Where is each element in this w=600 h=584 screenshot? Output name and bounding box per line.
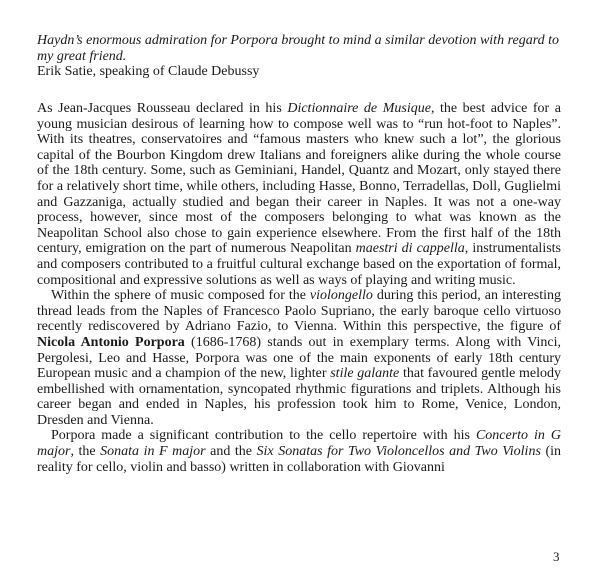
italic-term: maestri di cappella [355,241,465,257]
text-span: , instrumentalists and composers contributed to a fruitful cultural exchange based on the exportation of formal, compositional and expressive solutions as well as ways of playing and writing music. [37,241,561,288]
work-title: Concerto in G major [37,428,561,460]
epigraph-quote: Haydn’s enormous admiration for Porpora brought to mind a similar devotion with regard to my great friend. [37,33,560,64]
epigraph [37,33,577,80]
text-span: and the [205,444,257,460]
book-title: Dictionnaire de Musique [287,101,431,116]
text-span: (1686-1768) stands out in exemplary terms. Along with Vinci, Pergolesi, Leo and Hasse, Porpora was one of the main exponents of early 18th century European music and a champion of the new, lighter [37,334,561,382]
italic-term: violongello [309,288,373,304]
text-span: (in reality for cello, violin and basso) written in collaboration with Giovanni [37,444,562,475]
paragraph-1 [37,101,561,288]
text-span: during this period, an interesting thread leads from the Naples of Francesco Paolo Supriano, the early baroque cello virtuoso recently rediscovered by Adriano Fazio, to Vienna. Within this perspective, the figure of [37,288,562,335]
text-span: , the [70,444,101,460]
composer-name: Nicola Antonio Porpora [37,334,185,350]
text-span: Within the sphere of music composed for the [51,288,310,304]
text-span: that favoured gentle melody embellished with ornamentation, syncopated rhythmic figurations and triplets. Although his career began and ended in Naples, his profession took him to Rome, Venice, London, Dresden and Vienna. [37,366,562,428]
italic-term: stile galante [330,366,400,382]
body-text [37,101,561,475]
text-span: Porpora made a significant contribution to the cello repertoire with his [51,428,476,444]
paragraph-3 [37,428,561,475]
work-title: Six Sonatas for Two Violoncellos and Two Violins [256,444,541,460]
text-span: As Jean-Jacques Rousseau declared in his [37,101,288,116]
page-number: 3 [553,549,560,564]
work-title: Sonata in F major [100,444,206,460]
text-span: , the best advice for a young musician desirous of learning how to compose well was to “run hot-foot to Naples”. With its theatres, conservatoires and “famous masters who knew such a lot”, the glorious capital of the Bourbon Kingdom drew Italians and foreigners alike during the whole course of the 18th century. Some, such as Geminiani, Handel, Quantz and Mozart, only stayed there for a relatively short time, while others, including Hasse, Bonno, Terradellas, Doll, Guglielmi and Gazzaniga, actually studied and began their career in Naples. It was not a one-way process, however, since most of the composers belonging to what was known as the Neapolitan School also chose to gain experience elsewhere. From the first half of the 18th century, emigration on the part of numerous Neapolitan [37,101,561,257]
paragraph-2 [37,288,561,428]
epigraph-attribution: Erik Satie, speaking of Claude Debussy [37,64,260,79]
